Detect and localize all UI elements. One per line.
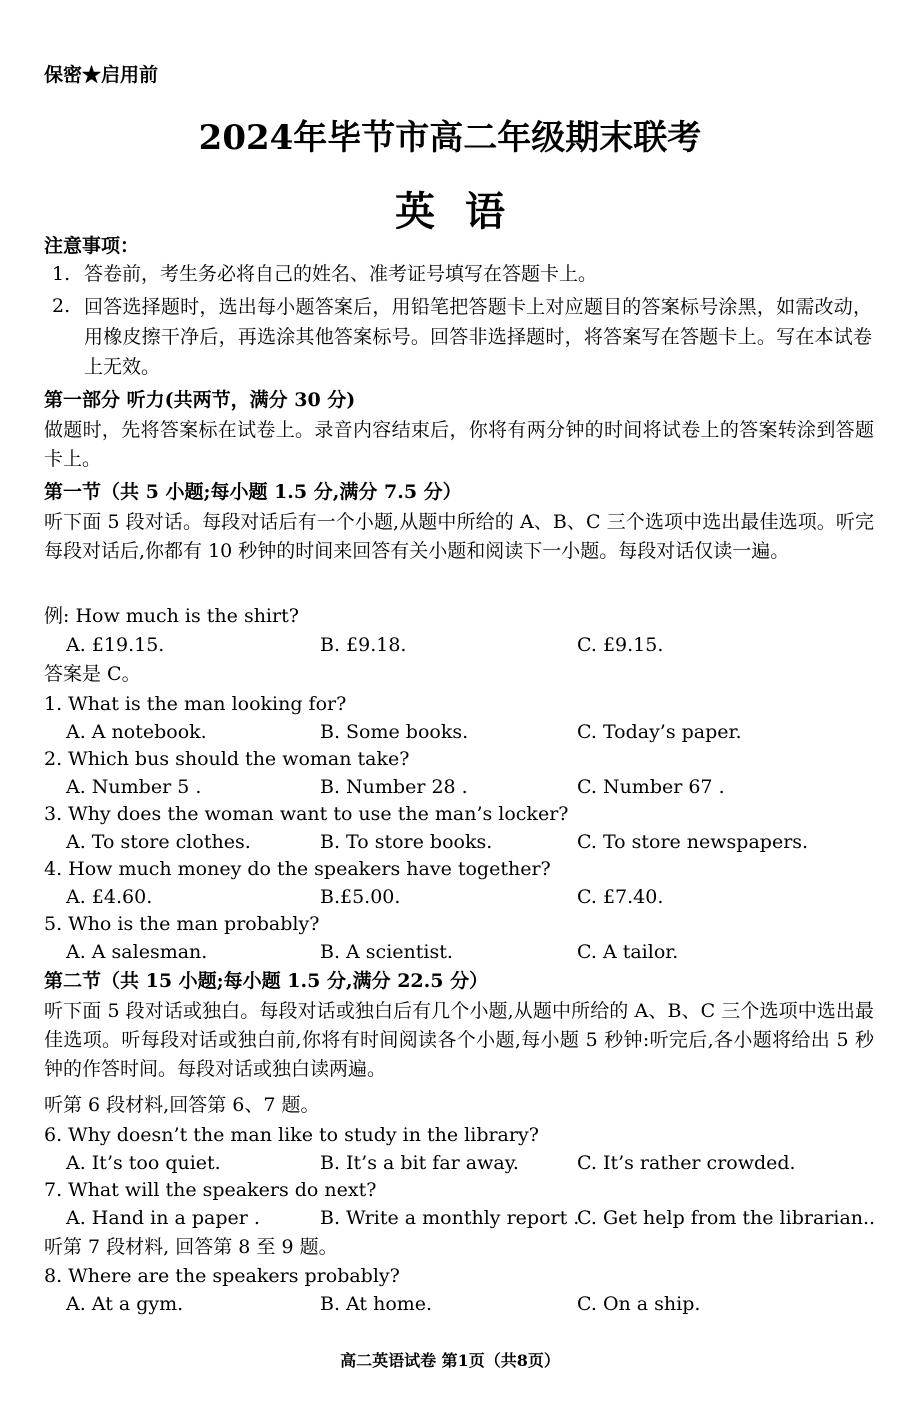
question-8-option-a: A. At a gym. bbox=[66, 1293, 184, 1315]
example-question: 例: How much is the shirt? bbox=[44, 605, 299, 627]
question-2-option-a: A. Number 5 . bbox=[66, 776, 202, 798]
part1-heading: 第一部分 听力(共两节，满分 30 分) bbox=[44, 389, 356, 411]
question-1: 1. What is the man looking for? bbox=[44, 693, 347, 715]
question-7: 7. What will the speakers do next? bbox=[44, 1179, 377, 1201]
example-option-a: A. £19.15. bbox=[66, 634, 165, 656]
subject-title: 英语 bbox=[395, 188, 535, 235]
confidential-label: 保密★启用前 bbox=[44, 64, 159, 86]
question-5-option-b: B. A scientist. bbox=[320, 941, 453, 963]
example-option-c: C. £9.15. bbox=[577, 634, 664, 656]
section1-intro: 听下面 5 段对话。每段对话后有一个小题,从题中所给的 A、B、C 三个选项中选出最佳选项。听完每段对话后,你都有 10 秒钟的时间来回答有关小题和阅读下一小题。每段对话仅读一遍。 bbox=[44, 511, 874, 562]
question-6: 6. Why doesn’t the man like to study in the library? bbox=[44, 1124, 539, 1146]
notice-item-2 bbox=[52, 292, 872, 382]
question-7-option-b: B. Write a monthly report . bbox=[320, 1207, 580, 1229]
notice-item-number: 1. bbox=[52, 263, 71, 285]
question-7-option-c: C. Get help from the librarian.. bbox=[577, 1207, 876, 1229]
question-5-option-a: A. A salesman. bbox=[66, 941, 208, 963]
question-5: 5. Who is the man probably? bbox=[44, 913, 320, 935]
question-4-option-c: C. £7.40. bbox=[577, 886, 664, 908]
question-3: 3. Why does the woman want to use the man’s locker? bbox=[44, 803, 569, 825]
part1-intro: 做题时，先将答案标在试卷上。录音内容结束后，你将有两分钟的时间将试卷上的答案转涂到答题卡上。 bbox=[44, 419, 874, 470]
question-8-option-b: B. At home. bbox=[320, 1293, 433, 1315]
notice-heading: 注意事项： bbox=[44, 235, 140, 257]
material-6-instruction: 听第 6 段材料,回答第 6、7 题。 bbox=[44, 1094, 320, 1116]
page-footer: 高二英语试卷 第1页（共8页） bbox=[340, 1351, 560, 1370]
question-3-option-c: C. To store newspapers. bbox=[577, 831, 809, 853]
question-1-option-b: B. Some books. bbox=[320, 721, 469, 743]
section2-heading: 第二节（共 15 小题;每小题 1.5 分,满分 22.5 分） bbox=[44, 970, 489, 992]
material-7-instruction: 听第 7 段材料, 回答第 8 至 9 题。 bbox=[44, 1236, 338, 1258]
question-1-option-a: A. A notebook. bbox=[66, 721, 207, 743]
question-6-option-a: A. It’s too quiet. bbox=[66, 1152, 221, 1174]
question-4-option-a: A. £4.60. bbox=[66, 886, 153, 908]
question-4-option-b: B.£5.00. bbox=[320, 886, 401, 908]
example-option-b: B. £9.18. bbox=[320, 634, 407, 656]
question-6-option-b: B. It’s a bit far away. bbox=[320, 1152, 519, 1174]
question-7-option-a: A. Hand in a paper . bbox=[66, 1207, 260, 1229]
notice-item-text: 回答选择题时，选出每小题答案后，用铅笔把答题卡上对应题目的答案标号涂黑，如需改动，用橡皮擦干净后，再选涂其他答案标号。回答非选择题时，将答案写在答题卡上。写在本试卷上无效。 bbox=[84, 296, 872, 378]
example-answer: 答案是 C。 bbox=[44, 663, 141, 685]
question-2: 2. Which bus should the woman take? bbox=[44, 748, 410, 770]
section2-intro: 听下面 5 段对话或独白。每段对话或独白后有几个小题,从题中所给的 A、B、C 三个选项中选出最佳选项。听每段对话或独白前,你将有时间阅读各个小题,每小题 5 秒钟:听完后,各小题将给出 5 秒钟的作答时间。每段对话或独白读两遍。 bbox=[44, 1000, 874, 1080]
notice-item-number: 2. bbox=[52, 295, 71, 317]
section1-heading: 第一节（共 5 小题;每小题 1.5 分,满分 7.5 分） bbox=[44, 481, 462, 503]
question-5-option-c: C. A tailor. bbox=[577, 941, 679, 963]
question-3-option-b: B. To store books. bbox=[320, 831, 493, 853]
question-3-option-a: A. To store clothes. bbox=[66, 831, 251, 853]
question-6-option-c: C. It’s rather crowded. bbox=[577, 1152, 796, 1174]
question-1-option-c: C. Today’s paper. bbox=[577, 721, 742, 743]
question-8-option-c: C. On a ship. bbox=[577, 1293, 701, 1315]
exam-title: 2024年毕节市高二年级期末联考 bbox=[198, 118, 702, 158]
notice-item-1 bbox=[52, 260, 872, 289]
question-8: 8. Where are the speakers probably? bbox=[44, 1265, 400, 1287]
question-2-option-c: C. Number 67 . bbox=[577, 776, 725, 798]
notice-item-text: 答卷前，考生务必将自己的姓名、准考证号填写在答题卡上。 bbox=[84, 263, 598, 285]
question-4: 4. How much money do the speakers have together? bbox=[44, 858, 551, 880]
question-2-option-b: B. Number 28 . bbox=[320, 776, 468, 798]
